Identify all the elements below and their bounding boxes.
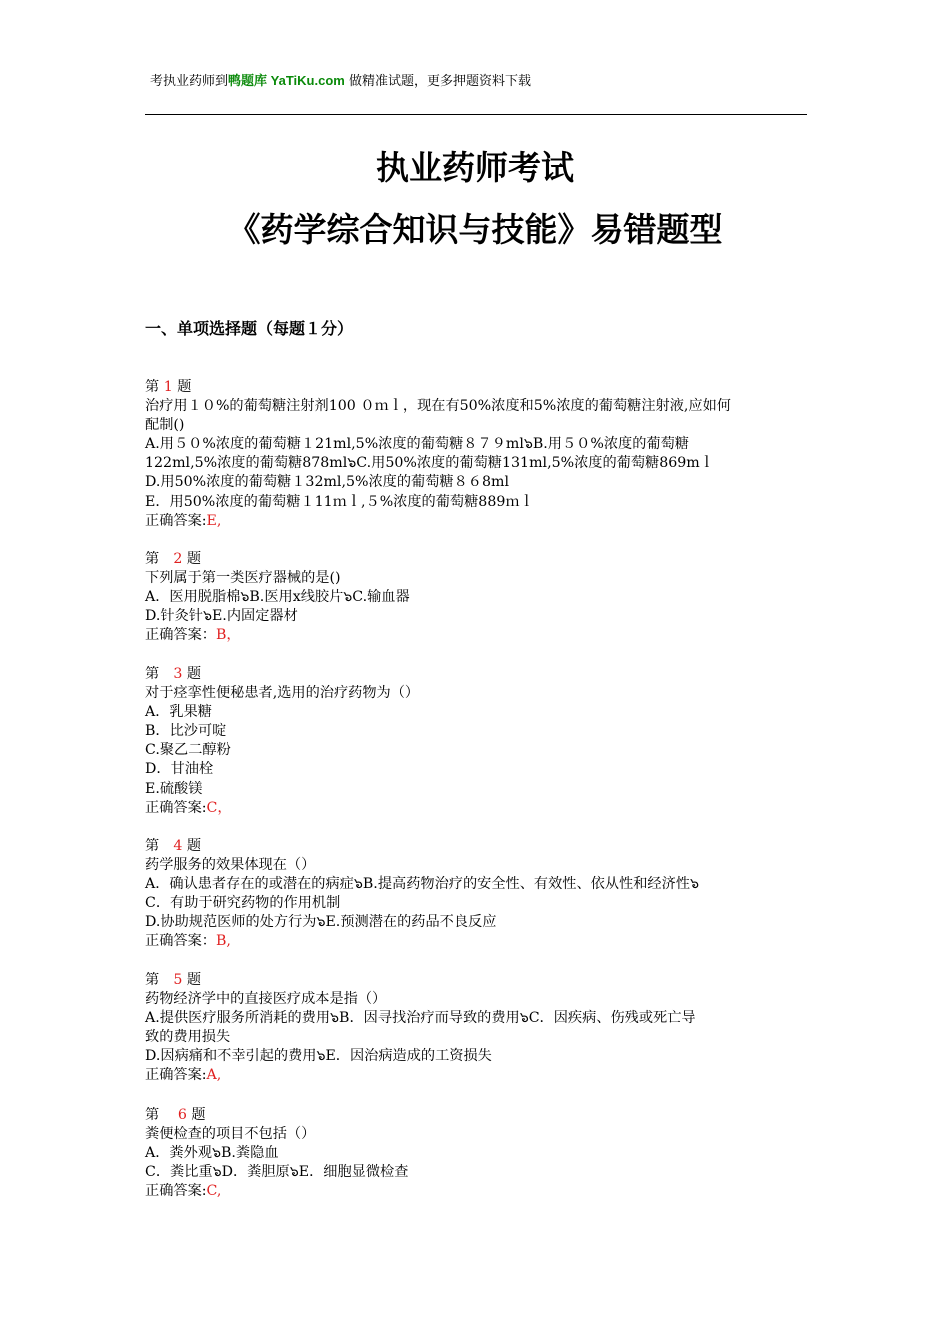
- question-text: 粪便检查的项目不包括（）: [145, 1126, 316, 1143]
- page-header: [150, 70, 531, 89]
- question-number: 第 6 题: [145, 1107, 206, 1123]
- option-line: C．粪比重๖D．粪胆原๖E．细胞显微检查: [145, 1164, 409, 1181]
- answer-value: B，: [215, 627, 241, 644]
- option-line: D．甘油栓: [145, 761, 214, 778]
- question-number: 第 4 题: [145, 838, 202, 854]
- answer-value: B,: [215, 933, 231, 950]
- question-number: 第 3 题: [145, 666, 202, 682]
- question-text: 治疗用１０%的葡萄糖注射剂100 ０ｍｌ，现在有50%浓度和5%浓度的葡萄糖注射液,应如何: [145, 398, 731, 415]
- option-line: B．比沙可啶: [145, 723, 227, 740]
- option-line: C.聚乙二醇粉: [145, 742, 231, 759]
- option-line: E．用50%浓度的葡萄糖１11ｍｌ,５%浓度的葡萄糖889ｍｌ: [145, 493, 534, 510]
- header-suffix: 做精准试题，更多押题资料下载: [344, 74, 531, 89]
- question-block: [145, 1106, 810, 1201]
- option-line: D.用50%浓度的葡萄糖１32ml,5%浓度的葡萄糖８６8ml: [145, 474, 509, 491]
- option-line: D.因病痛和不幸引起的费用๖E．因治病造成的工资损失: [145, 1048, 492, 1065]
- answer-line: 正确答案：B，: [145, 627, 241, 644]
- header-site-link[interactable]: YaTiKu.com: [267, 73, 345, 88]
- option-line: A.提供医疗服务所消耗的费用๖B．因寻找治疗而导致的费用๖C．因疾病、伤残或死亡导: [145, 1010, 696, 1027]
- option-line: D.协助规范医师的处方行为๖E.预测潜在的药品不良反应: [145, 914, 497, 931]
- option-line: A.用５０%浓度的葡萄糖１21ml,5%浓度的葡萄糖８７９ml๖B.用５０%浓度的葡萄糖: [145, 436, 689, 453]
- header-divider: [145, 114, 807, 115]
- question-text: 药物经济学中的直接医疗成本是指（）: [145, 991, 387, 1008]
- question-text: 药学服务的效果体现在（）: [145, 857, 316, 874]
- question-block: [145, 550, 810, 645]
- question-text: 下列属于第一类医疗器械的是(): [145, 570, 341, 587]
- question-number: 第 2 题: [145, 551, 202, 567]
- option-line: A．确认患者存在的或潜在的病症๖B.提高药物治疗的安全性、有效性、依从性和经济性๖: [145, 876, 699, 893]
- option-line: C．有助于研究药物的作用机制: [145, 895, 341, 912]
- answer-value: A,: [206, 1067, 222, 1084]
- question-block: [145, 971, 810, 1086]
- answer-line: 正确答案:C，: [145, 799, 232, 816]
- header-prefix: 考执业药师到: [150, 74, 229, 89]
- section-heading: 一、单项选择题（每题１分）: [145, 319, 354, 338]
- option-line: 致的费用损失: [145, 1029, 231, 1046]
- option-line: A．医用脱脂棉๖B.医用x线胶片๖C.输血器: [145, 589, 410, 606]
- question-block: [145, 378, 810, 531]
- document-title: 执业药师考试: [376, 148, 574, 187]
- header-brand: 鸭题库: [228, 74, 268, 89]
- answer-line: 正确答案:C,: [145, 1183, 222, 1200]
- question-number: 第 1 题: [145, 379, 192, 395]
- option-line: D.针灸针๖E.内固定器材: [145, 608, 298, 625]
- question-block: [145, 837, 810, 952]
- question-text: 对于痉挛性便秘患者,选用的治疗药物为（）: [145, 685, 420, 702]
- answer-line: 正确答案:E,: [145, 512, 222, 529]
- answer-value: C，: [206, 799, 232, 816]
- option-line: 122ml,5%浓度的葡萄糖878ml๖C.用50%浓度的葡萄糖131ml,5%浓度的葡萄糖869mｌ: [145, 455, 714, 472]
- document-subtitle: 《药学综合知识与技能》易错题型: [227, 210, 723, 249]
- answer-value: E,: [206, 512, 222, 529]
- option-line: A．粪外观๖B.粪隐血: [145, 1145, 279, 1162]
- question-block: [145, 665, 810, 818]
- answer-line: 正确答案：B,: [145, 933, 231, 950]
- option-line: E.硫酸镁: [145, 780, 203, 797]
- answer-value: C,: [206, 1183, 222, 1200]
- question-number: 第 5 题: [145, 972, 202, 988]
- answer-line: 正确答案:A,: [145, 1067, 222, 1084]
- option-line: A．乳果糖: [145, 704, 212, 721]
- question-text: 配制(): [145, 417, 185, 434]
